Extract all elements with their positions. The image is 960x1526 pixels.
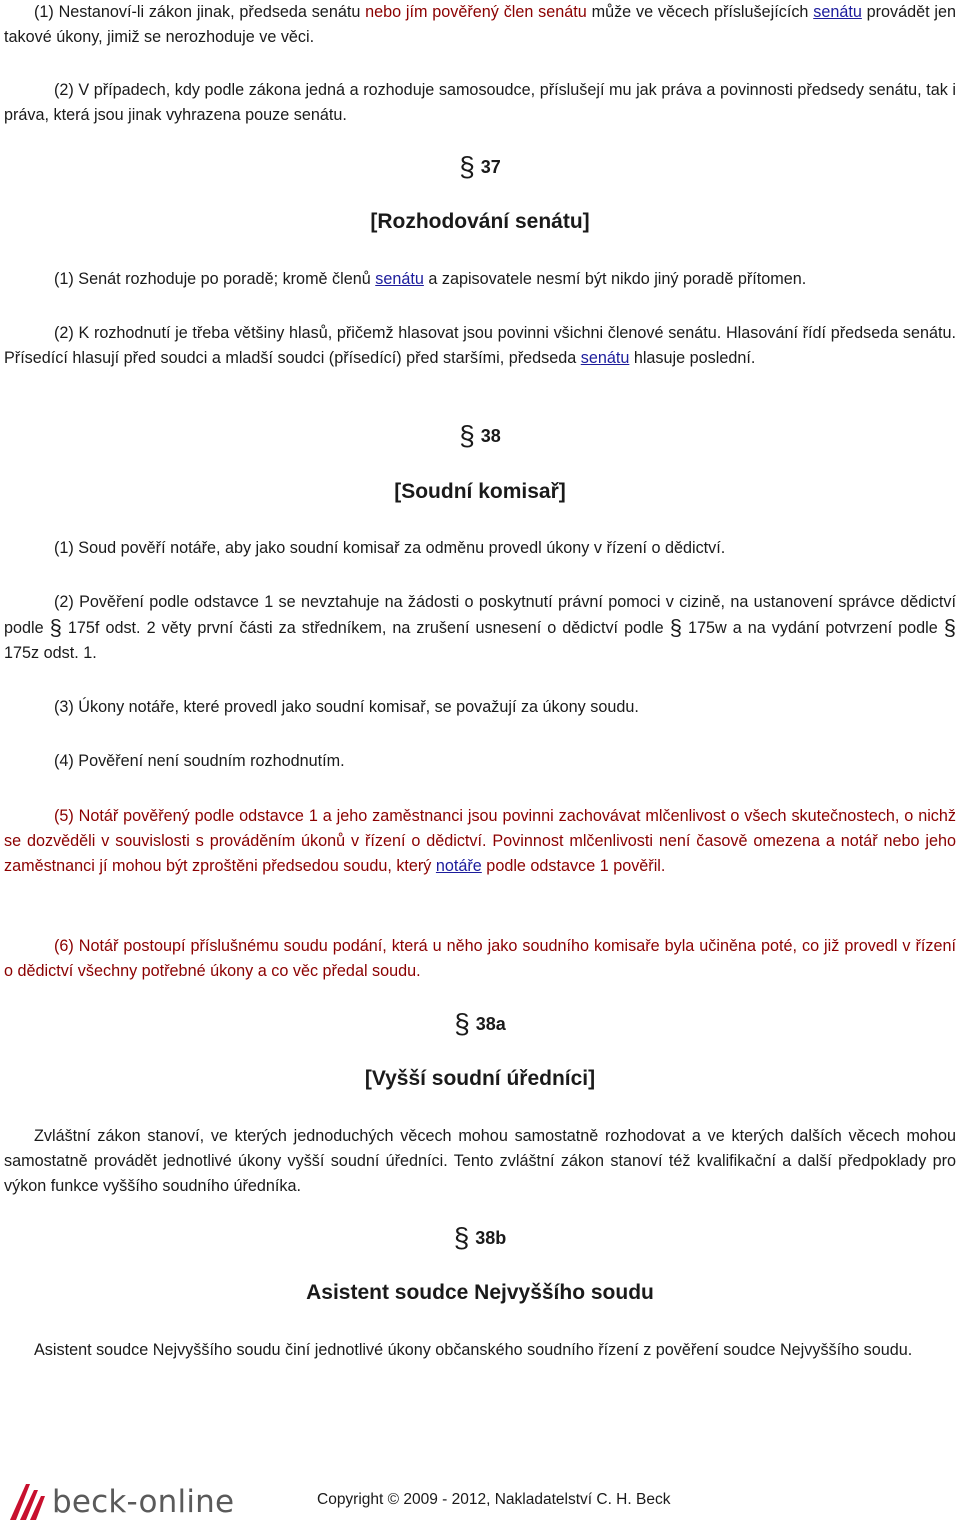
section-number: 38 (480, 426, 501, 446)
paragraph-38-3: (3) Úkony notáře, které provedl jako soudní komisař, se považují za úkony soudu. (54, 698, 639, 716)
section-title-37: [Rozhodování senátu] (370, 210, 590, 233)
paragraph-38-6: (6) Notář postoupí příslušnému soudu podání, která u něho jako soudního komisaře byla učiněna poté, co již provedl v řízení o dědictví všechny potřebné úkony a co věc předal soudu. (4, 937, 956, 980)
section-heading-37 (0, 151, 960, 182)
copyright-text: Copyright © 2009 - 2012, Nakladatelství C. H. Beck (317, 1491, 671, 1508)
section-symbol: § (453, 1222, 470, 1253)
para-text: 175w a na vydání potvrzení podle (681, 619, 944, 637)
section-title-38a: [Vyšší soudní úředníci] (364, 1067, 596, 1090)
link-senatu[interactable]: senátu (375, 270, 424, 288)
beck-online-logo (6, 1478, 234, 1526)
section-heading-38 (0, 420, 960, 451)
paragraph-top-2: (2) V případech, kdy podle zákona jedná a rozhoduje samosoudce, příslušejí mu jak práva a povinnosti předsedy senátu, tak i práva, která jsou jinak vyhrazena pouze senátu. (4, 81, 956, 124)
paragraph-38-2 (4, 590, 956, 666)
para-text: (2) Pověření podle odstavce 1 se nevztahuje na žádosti o poskytnutí právní pomoci v cizině, na ustanovení správce dědictví podle (4, 593, 956, 637)
para-text: 175z odst. 1. (4, 644, 97, 662)
section-heading-38b (0, 1222, 960, 1253)
page-footer (0, 1470, 960, 1524)
link-senatu[interactable]: senátu (813, 3, 862, 21)
link-senatu[interactable]: senátu (580, 349, 630, 367)
paragraph-symbol: § (669, 615, 682, 640)
paragraph-38a-1: Zvláštní zákon stanoví, ve kterých jednoduchých věcech mohou samostatně rozhodovat a ve kterých dalších věcech mohou samostatně provádět jednotlivé úkony vyšší soudní úředníci. Tento zvláštní zákon stanoví též kvalifikační a další předpoklady pro výkon funkce vyššího soudního úředníka. (4, 1127, 956, 1195)
paragraph-symbol: § (943, 615, 957, 640)
para-text: (2) K rozhodnutí je třeba většiny hlasů, přičemž hlasovat jsou povinni všichni členové senátu. Hlasování řídí předseda senátu. Přísedící hlasují před soudci a mladší soudci (přísedící) před staršími, předseda (4, 324, 956, 367)
para-text: (1) Nestanoví-li zákon jinak, předseda senátu (34, 3, 366, 21)
paragraph-top-1 (4, 0, 956, 50)
paragraph-37-1 (4, 267, 956, 292)
logo-text: beck-online (52, 1484, 235, 1520)
para-text: (1) Senát rozhoduje po poradě; kromě členů (54, 270, 376, 288)
para-text: může ve věcech příslušejících (586, 3, 814, 21)
paragraph-symbol: § (49, 615, 62, 640)
paragraph-38b-1: Asistent soudce Nejvyššího soudu činí jednotlivé úkony občanského soudního řízení z pověření soudce Nejvyššího soudu. (34, 1341, 913, 1359)
section-symbol: § (459, 420, 475, 451)
section-title-38: [Soudní komisař] (394, 480, 566, 503)
paragraph-38-4: (4) Pověření není soudním rozhodnutím. (54, 752, 345, 770)
para-text: hlasuje poslední. (629, 349, 756, 367)
section-symbol: § (459, 151, 475, 182)
section-title-38b: Asistent soudce Nejvyššího soudu (306, 1281, 654, 1304)
section-number: 37 (480, 157, 501, 177)
amended-text: (5) Notář pověřený podle odstavce 1 a jeho zaměstnanci jsou povinni zachovávat mlčenlivost o všech skutečnostech, o nichž se dozvěděli v souvislosti s prováděním úkonů v řízení o dědictví. Povinnost mlčenlivosti není časově omezena a notář nebo jeho zaměstnanci jí mohou být zproštěni předsedou soudu, který (4, 807, 956, 875)
section-symbol: § (454, 1008, 470, 1039)
para-text: provádět jen takové úkony, jimiž se nerozhoduje ve věci. (4, 3, 957, 46)
amended-text: podle odstavce 1 pověřil. (481, 857, 666, 875)
beck-logo-icon (6, 1480, 48, 1524)
link-notare[interactable]: notáře (435, 857, 482, 875)
section-number: 38a (475, 1014, 506, 1034)
section-number: 38b (475, 1228, 507, 1248)
para-text: a zapisovatele nesmí být nikdo jiný poradě přítomen. (423, 270, 807, 288)
para-text: 175f odst. 2 věty první části za středníkem, na zrušení usnesení o dědictví podle (61, 619, 670, 637)
amended-text: nebo jím pověřený člen senátu (365, 3, 587, 21)
paragraph-38-1: (1) Soud pověří notáře, aby jako soudní komisař za odměnu provedl úkony v řízení o dědictví. (54, 539, 726, 557)
paragraph-38-5 (4, 804, 956, 879)
paragraph-37-2 (4, 321, 956, 371)
section-heading-38a (0, 1008, 960, 1039)
